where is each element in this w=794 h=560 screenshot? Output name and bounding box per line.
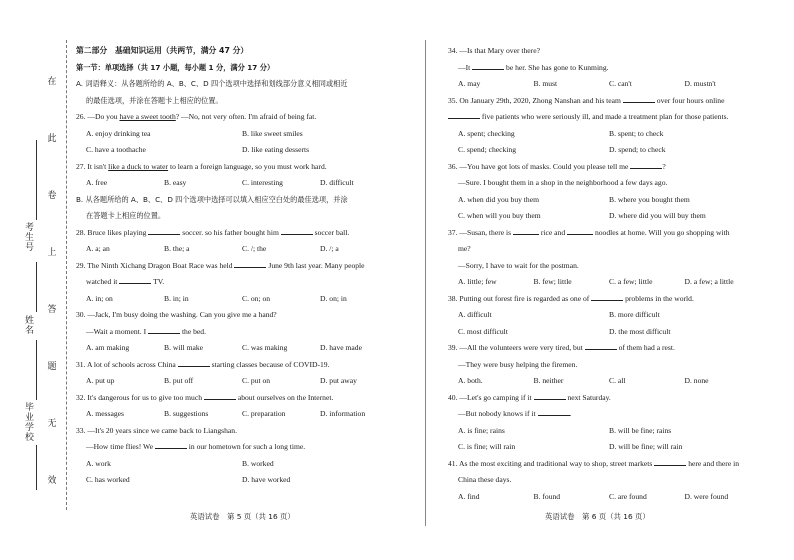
options-31 (76, 373, 398, 390)
binding-margin (0, 0, 70, 560)
option: C. was making (242, 343, 288, 352)
option: D. put away (320, 376, 357, 385)
blank (119, 275, 151, 284)
seal-char: 效 (47, 476, 57, 486)
options-35-row1 (448, 126, 760, 143)
blank (654, 457, 686, 466)
page-5-column (76, 43, 398, 489)
field-label-school: 毕业学校 (23, 402, 33, 442)
options-38-row1 (448, 307, 760, 324)
question-36: 36. —You have got lots of masks. Could you please tell me ? (448, 161, 666, 171)
question-41: 41. As the most exciting and traditional way to shop, street markets here and there in (448, 458, 739, 468)
option: D. were found (684, 491, 729, 501)
option: A. messages (86, 409, 124, 418)
option: A. difficult (458, 310, 492, 319)
field-line (36, 340, 37, 400)
question-37-line3: —Sorry, I have to wait for the postman. (458, 260, 579, 270)
options-35-row2 (448, 142, 760, 159)
instruction-b-line2: 在答题卡上相应的位置。 (86, 211, 166, 220)
field-line (36, 140, 37, 220)
question-27: 27. It isn't like a duck to water to learn a foreign language, so you must work hard. (76, 161, 327, 171)
field-line (36, 445, 37, 490)
blank (472, 61, 504, 70)
option: D. like eating desserts (242, 145, 310, 154)
field-label-exam-number: 考生号 (23, 222, 33, 252)
page-footer-right: 英语试卷 第 6 页（共 16 页） (545, 512, 650, 521)
cut-line (66, 40, 67, 510)
option: B. in; in (164, 293, 189, 303)
option: A. in; on (86, 293, 113, 303)
option: B. more difficult (609, 310, 660, 319)
question-33: 33. —It's 20 years since we came back to Liangshan. (76, 425, 237, 435)
question-35: 35. On January 29th, 2020, Zhong Nanshan and his team over four hours online (448, 95, 725, 105)
option: B. suggestions (164, 409, 209, 418)
question-34-line2: —It be her. She has gone to Kunming. (458, 62, 609, 72)
option: C. preparation (242, 409, 286, 418)
option: A. is fine; rains (458, 425, 505, 435)
option: D. where did you will buy them (609, 211, 706, 220)
options-39 (448, 373, 760, 390)
options-40-row1 (448, 423, 760, 440)
question-30: 30. —Jack, I'm busy doing the washing. Can you give me a hand? (76, 310, 277, 319)
blank (148, 325, 180, 334)
option: A. may (458, 79, 481, 88)
blank (585, 341, 617, 350)
options-32 (76, 406, 398, 423)
option: B. few; little (533, 277, 572, 286)
option: C. are found (609, 491, 647, 501)
question-32: 32. It's dangerous for us to give too much about ourselves on the Internet. (76, 392, 334, 402)
option: C. a few; little (609, 277, 653, 286)
option: C. when will you buy them (458, 211, 541, 220)
option: B. must (533, 79, 558, 88)
question-39: 39. —All the volunteers were very tired, but of them had a rest. (448, 343, 675, 352)
blank (448, 110, 480, 119)
blank (281, 226, 313, 235)
question-39-line2: —They were busy helping the firemen. (458, 359, 578, 369)
question-30-line2: —Wait a moment. I the bed. (86, 326, 206, 336)
blank (567, 226, 593, 235)
blank (234, 259, 266, 268)
options-40-row2 (448, 439, 760, 456)
blank (148, 226, 180, 235)
option: C. spend; checking (458, 145, 516, 154)
options-26-row2 (76, 142, 398, 159)
underlined-phrase: like a duck to water (108, 161, 169, 171)
question-41-line2: China these days. (458, 475, 512, 484)
option: D. mustn't (684, 79, 716, 88)
section-title: 第一节：单项选择（共 17 小题，每小题 1 分，满分 17 分） (76, 62, 275, 72)
option: D. the most difficult (609, 326, 671, 336)
option: A. spent; checking (458, 128, 515, 138)
question-31: 31. A lot of schools across China starting classes because of COVID-19. (76, 359, 330, 369)
options-28 (76, 241, 398, 258)
option: A. find (458, 491, 480, 501)
underlined-phrase: have a sweet tooth (119, 112, 176, 121)
option: A. when did you buy them (458, 194, 539, 204)
options-29 (76, 291, 398, 308)
seal-char: 在 (47, 77, 57, 87)
option: A. a; an (86, 244, 110, 253)
option: A. free (86, 178, 108, 187)
options-37 (448, 274, 760, 291)
option: B. found (533, 491, 561, 501)
options-41 (448, 489, 760, 506)
question-36-line2: —Sure. I bought them in a shop in the neighborhood a few days ago. (458, 178, 668, 187)
field-label-name: 姓名 (23, 315, 33, 335)
option: C. is fine; will rain (458, 442, 516, 451)
page-6-column (448, 43, 760, 505)
option: D. spend; to check (609, 145, 666, 154)
blank (204, 391, 236, 400)
option: B. put off (164, 376, 194, 385)
option: C. /; the (242, 244, 267, 253)
option: B. neither (533, 376, 564, 385)
blank (630, 160, 662, 169)
options-34 (448, 76, 760, 93)
question-40: 40. —Let's go camping if it next Saturday. (448, 392, 611, 402)
options-38-row2 (448, 324, 760, 341)
question-28: 28. Bruce likes playing soccer. so his father bought him soccer ball. (76, 227, 350, 237)
question-29: 29. The Ninth Xichang Dragon Boat Race was held June 9th last year. Many people (76, 260, 365, 270)
option: C. most difficult (458, 326, 508, 336)
instruction-b-line1: B. 从各题所给的 A、B、C、D 四个选项中选择可以填入相应空白处的最佳选项，并涂 (76, 194, 348, 204)
option: D. have worked (242, 475, 291, 484)
option: A. both. (458, 376, 483, 385)
options-36-row1 (448, 192, 760, 209)
option: B. like sweet smiles (242, 128, 303, 138)
seal-char: 此 (47, 134, 57, 144)
option: D. none (684, 376, 709, 385)
option: D. a few; a little (684, 277, 734, 286)
option: B. will make (164, 343, 204, 352)
option: D. on; in (320, 293, 347, 303)
options-33-row1 (76, 456, 398, 473)
options-33-row2 (76, 472, 398, 489)
option: B. easy (164, 178, 187, 187)
blank (534, 391, 566, 400)
option: D. have made (320, 343, 362, 352)
seal-char: 卷 (47, 191, 57, 201)
instruction-a-line2: 的最佳选项，并涂在答题卡上相应的位置。 (86, 95, 223, 105)
blank (178, 358, 210, 367)
question-37-line2: me? (458, 244, 471, 253)
question-26: 26. —Do you have a sweet tooth? —No, not very often. I'm afraid of being fat. (76, 112, 317, 121)
question-33-line2: —How time flies! We in our hometown for such a long time. (86, 442, 306, 451)
field-line (36, 262, 37, 312)
seal-char: 答 (47, 305, 57, 315)
blank (513, 226, 539, 235)
question-38: 38. Putting out forest fire is regarded as one of problems in the world. (448, 293, 694, 303)
option: C. has worked (86, 475, 130, 484)
option: C. have a toothache (86, 145, 146, 154)
option: B. will be fine; rains (609, 425, 672, 435)
question-37: 37. —Susan, there is rice and noodles at home. Will you go shopping with (448, 227, 730, 237)
option: D. difficult (320, 178, 354, 187)
option: D. information (320, 409, 366, 418)
blank (538, 407, 570, 416)
option: A. work (86, 458, 111, 468)
seal-char: 无 (47, 419, 57, 429)
instruction-a-line1: A. 词语释义：从各题所给的 A、B、C、D 四个选项中选择和划线部分意义相同或相近 (76, 79, 348, 88)
blank (591, 292, 623, 301)
option: A. put up (86, 376, 115, 385)
option: C. interesting (242, 178, 283, 187)
option: A. little; few (458, 277, 497, 286)
option: B. the; a (164, 244, 190, 253)
options-36-row2 (448, 208, 760, 225)
option: C. put on (242, 376, 271, 385)
option: C. all (609, 376, 626, 385)
question-40-line2: —But nobody knows if it . (458, 409, 572, 418)
option: C. can't (609, 79, 632, 88)
option: D. will be fine; will rain (609, 442, 683, 451)
option: D. /; a (320, 244, 339, 253)
option: B. where you bought them (609, 194, 690, 204)
question-34: 34. —Is that Mary over there? (448, 46, 540, 55)
option: C. on; on (242, 293, 271, 303)
blank (623, 94, 655, 103)
question-35-line2: five patients who were seriously ill, and made a treatment plan for those patients. (448, 109, 760, 126)
options-27 (76, 175, 398, 192)
page-footer-left: 英语试卷 第 5 页（共 16 页） (190, 512, 295, 521)
question-29-line2: watched it TV. (86, 277, 165, 286)
column-divider (425, 40, 426, 526)
seal-char: 上 (47, 248, 57, 258)
option: A. am making (86, 343, 130, 352)
blank (155, 440, 187, 449)
option: B. worked (242, 458, 274, 468)
option: A. enjoy drinking tea (86, 128, 151, 138)
option: B. spent; to check (609, 128, 664, 138)
part-title: 第二部分 基础知识运用（共两节，满分 47 分） (76, 46, 249, 55)
options-26-row1 (76, 126, 398, 143)
options-30 (76, 340, 398, 357)
seal-char: 题 (47, 362, 57, 372)
